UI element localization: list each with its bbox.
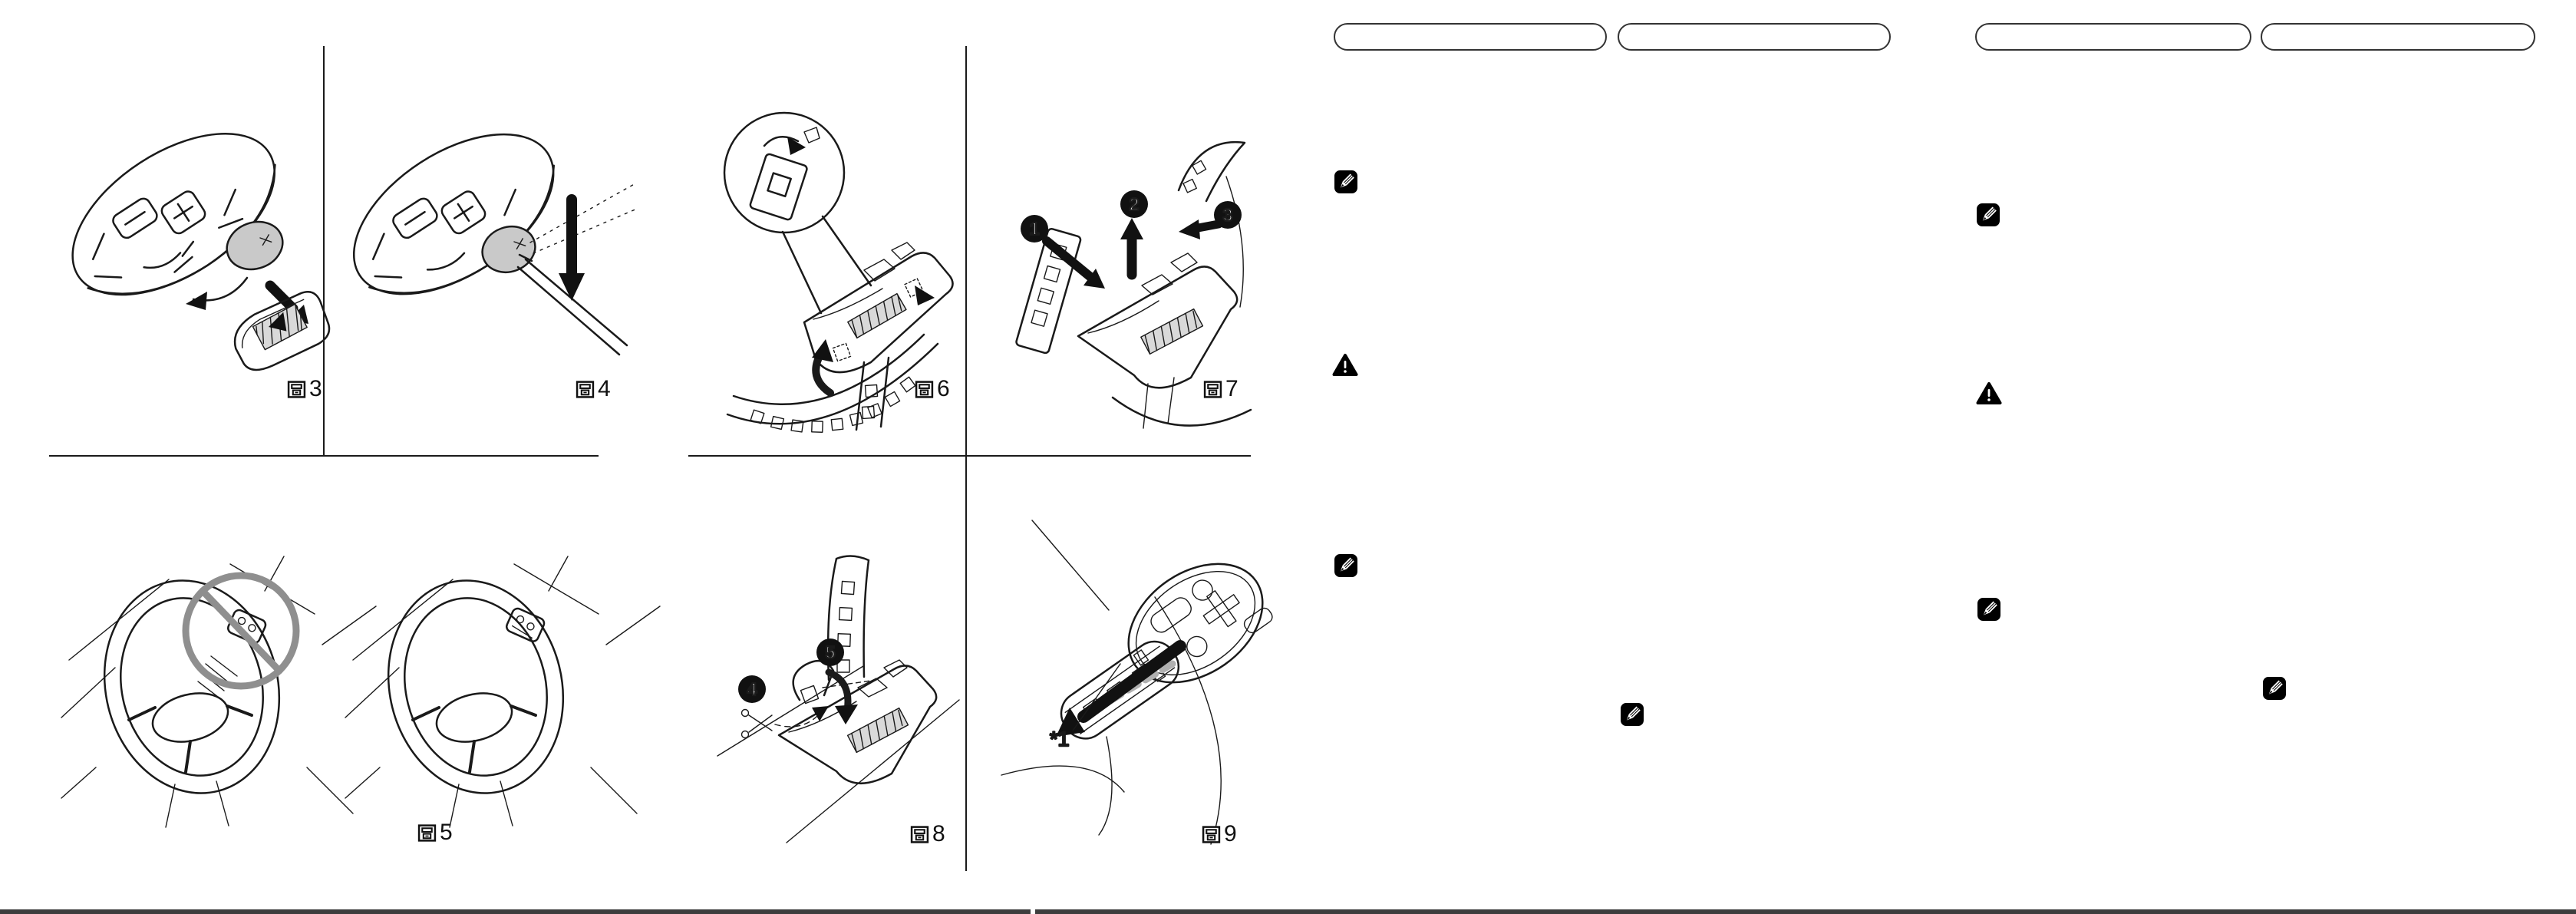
figure-number: 4 (598, 376, 611, 401)
figure-number: 7 (1225, 376, 1239, 401)
scissors-icon (742, 710, 773, 738)
divider-horizontal-left (49, 455, 599, 457)
fig9-footnote-ref: *1 (1050, 728, 1070, 751)
note-pencil-icon (1334, 170, 1357, 193)
figure-4-drawing (341, 92, 637, 368)
warning-triangle-icon (1976, 381, 2002, 406)
header-placeholder-box-4 (2261, 23, 2535, 51)
fig7-callout-2: 2 (1129, 194, 1140, 214)
figure-icon (287, 380, 306, 399)
figure-8-drawing (714, 537, 959, 844)
note-pencil-icon (1977, 203, 2000, 226)
fig7-callout-1: 1 (1029, 219, 1040, 239)
header-placeholder-box-2 (1618, 23, 1891, 51)
figure-number: 6 (937, 376, 950, 401)
figure-number: 5 (440, 820, 453, 845)
figure-label-7 (1203, 378, 1239, 401)
fig8-callout-5: 5 (825, 642, 836, 662)
figure-label-5 (417, 821, 453, 844)
note-pencil-icon (1977, 598, 2000, 621)
fig8-callout-4: 4 (747, 679, 757, 699)
header-placeholder-box-3 (1975, 23, 2251, 51)
figure-icon (915, 380, 934, 399)
figure-5-drawing (54, 537, 606, 844)
note-pencil-icon (2263, 677, 2286, 700)
figure-icon (1202, 825, 1221, 844)
figure-label-9 (1202, 823, 1237, 846)
figure-number: 9 (1224, 821, 1237, 846)
divider-horizontal-middle (688, 455, 1251, 457)
figure-number: 8 (932, 821, 945, 846)
figure-number: 3 (309, 376, 322, 401)
figure-label-6 (915, 378, 950, 401)
footer-bar-left (0, 909, 1031, 914)
note-pencil-icon (1621, 703, 1644, 726)
warning-triangle-icon (1332, 353, 1358, 378)
figure-icon (417, 823, 437, 843)
figure-3-drawing (54, 92, 330, 368)
figure-label-8 (910, 823, 945, 846)
note-pencil-icon (1334, 554, 1357, 577)
figure-9-drawing (990, 506, 1274, 844)
figure-label-3 (287, 378, 322, 401)
fig7-callout-3: 3 (1222, 205, 1233, 225)
footer-bar-right (1035, 909, 2576, 914)
figure-icon (576, 380, 595, 399)
figure-label-4 (576, 378, 611, 401)
figure-icon (1203, 380, 1222, 399)
divider-vertical-middle (965, 46, 967, 871)
figure-icon (910, 825, 929, 844)
header-placeholder-box-1 (1334, 23, 1607, 51)
